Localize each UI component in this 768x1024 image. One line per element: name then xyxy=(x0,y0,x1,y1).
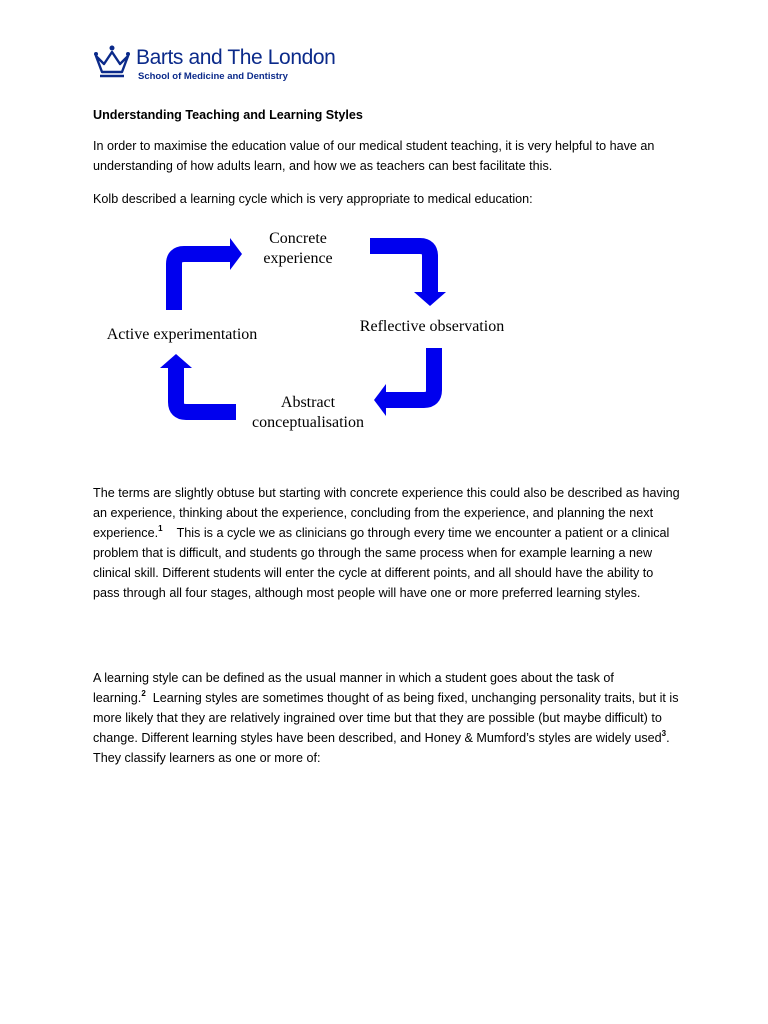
crown-crest-icon xyxy=(92,42,132,82)
paragraph-learning-style xyxy=(93,668,683,768)
document-heading: Understanding Teaching and Learning Styles xyxy=(93,108,363,122)
paragraph-intro xyxy=(93,136,683,176)
paragraph-kolb-text: Kolb described a learning cycle which is very appropriate to medical education: xyxy=(93,192,533,206)
arrow-to-reflective-observation xyxy=(370,246,446,306)
stage-abstract-line1: Abstract xyxy=(280,394,336,411)
stage-concrete-experience-line2: experience xyxy=(263,250,333,267)
arrow-to-abstract-conceptualisation xyxy=(374,348,434,416)
footnote-ref-2: 2 xyxy=(141,689,146,698)
arrow-to-concrete-experience xyxy=(174,238,242,310)
paragraph-terms-part1: The terms are slightly obtuse but starting with concrete experience this could also be described as having an experience, thinking about the experience, concluding from the experience, and planning the next experience. xyxy=(93,486,680,540)
paragraph-intro-text: In order to maximise the education value of our medical student teaching, it is very helpful to have an understanding of how adults learn, and how we as teachers can best facilitate this. xyxy=(93,139,655,173)
footnote-ref-1: 1 xyxy=(158,524,163,533)
school-logo xyxy=(92,42,352,92)
kolb-learning-cycle-diagram xyxy=(90,222,530,442)
paragraph-learning-style-part2: Learning styles are sometimes thought of as being fixed, unchanging personality traits, but it is more likely that they are relatively ingrained over time but that they are possible (but maybe difficult) to change. Different learning styles have been described, and Honey & Mumford’s styles are widely used xyxy=(93,691,679,745)
arrow-to-active-experimentation xyxy=(160,354,236,412)
paragraph-terms-part2: This is a cycle we as clinicians go through every time we encounter a patient or a clinical problem that is difficult, and students go through the same process when for example learning a new clinical skill. Different students will enter the cycle at different points, and all should have the ability to pass through all four stages, although most people will have one or more preferred learning styles. xyxy=(93,526,670,600)
paragraph-terms xyxy=(93,483,683,603)
stage-abstract-line2: conceptualisation xyxy=(252,414,364,431)
logo-title: Barts and The London xyxy=(136,46,336,69)
footnote-ref-3: 3 xyxy=(661,729,667,738)
logo-subtitle: School of Medicine and Dentistry xyxy=(138,71,288,82)
paragraph-learning-style-part3: . They classify learners as one or more of: xyxy=(93,731,670,765)
stage-concrete-experience-line1: Concrete xyxy=(269,230,327,247)
paragraph-kolb xyxy=(93,189,683,209)
stage-reflective-observation: Reflective observation xyxy=(359,318,505,335)
stage-active-experimentation: Active experimentation xyxy=(106,326,258,343)
paragraph-learning-style-part1: A learning style can be defined as the usual manner in which a student goes about the task of learning. xyxy=(93,671,614,705)
